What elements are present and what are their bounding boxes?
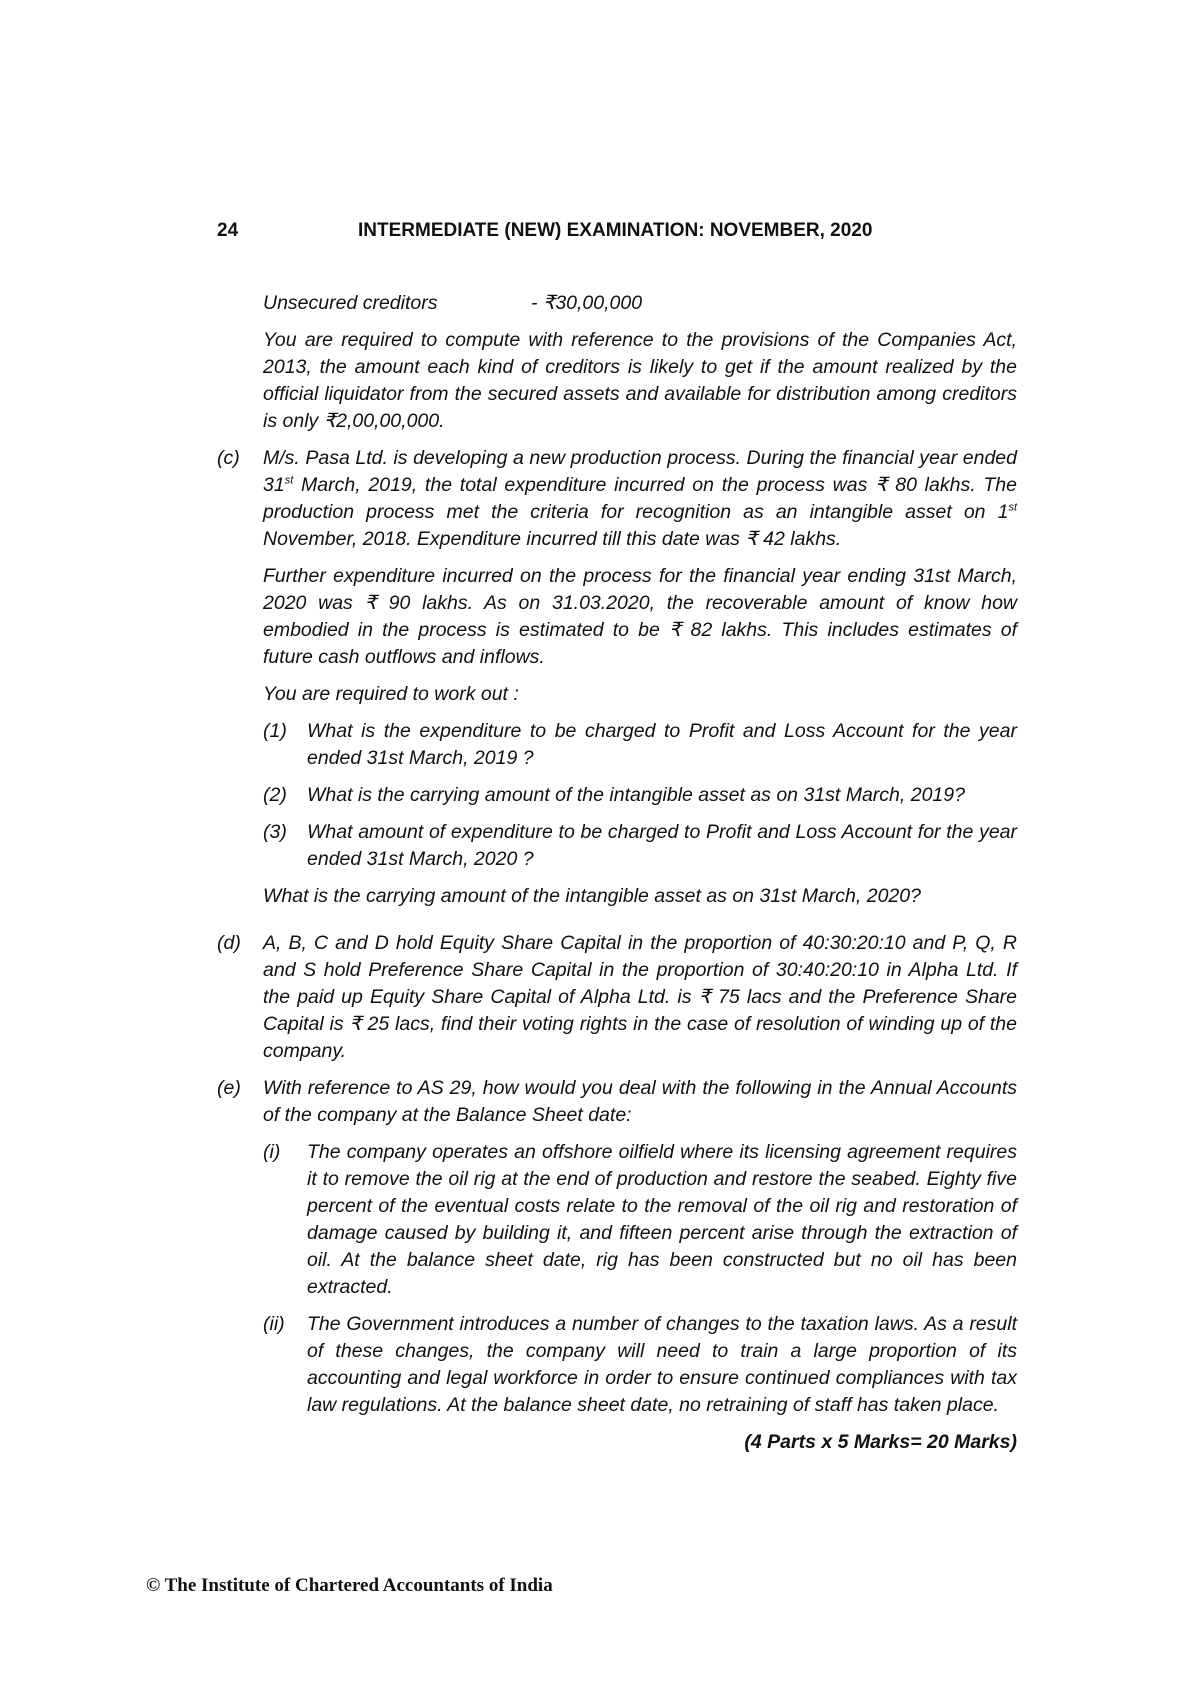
part-e-body xyxy=(263,1075,1017,1456)
part-c-label: (c) xyxy=(217,447,240,469)
part-d-text: A, B, C and D hold Equity Share Capital in the proportion of 40:30:20:10 and P, Q, R and S hold Preference Share Capital in the proportion of 30:40:20:10 in Alpha Ltd. If the paid up Equity Share Capital of Alpha Ltd. is ₹ 75 lacs and the Preference Share Capital is ₹ 25 lacs, find their voting rights in the case of resolution of winding up of the company. xyxy=(263,932,1017,1062)
creditor-label: Unsecured creditors xyxy=(263,292,438,314)
part-b-continuation xyxy=(217,290,1017,435)
list-item: (3) What amount of expenditure to be charged to Profit and Loss Account for the year ended 31st March, 2020 ? xyxy=(263,821,1017,870)
part-c-para4: What is the carrying amount of the intangible asset as on 31st March, 2020? xyxy=(263,885,921,907)
list-item: (i) The company operates an offshore oilfield where its licensing agreement requires it to remove the oil rig at the end of production and restore the seabed. Eighty five percent of the eventual costs relate to the removal of the oil rig and restoration of damage caused by building it, and fifteen percent arise through the extraction of oil. At the balance sheet date, rig has been constructed but no oil has been extracted. xyxy=(263,1141,1017,1298)
part-c-para2: Further expenditure incurred on the process for the financial year ending 31st March, 2020 was ₹ 90 lakhs. As on 31.03.2020, the recoverable amount of know how embodied in the process is estimated to be ₹ 82 lakhs. This includes estimates of future cash outflows and inflows. xyxy=(263,565,1017,668)
part-c-para1: M/s. Pasa Ltd. is developing a new production process. During the financial year ended 31st March, 2019, the total expenditure incurred on the process was ₹ 80 lakhs. The production process met the criteria for recognition as an intangible asset on 1st November, 2018. Expenditure incurred till this date was ₹ 42 lakhs. xyxy=(263,447,1017,550)
creditor-line xyxy=(263,290,1017,317)
part-e xyxy=(217,1075,1017,1456)
part-c-para3: You are required to work out : xyxy=(263,683,519,705)
creditor-value: - ₹30,00,000 xyxy=(531,292,643,314)
part-e-text: With reference to AS 29, how would you deal with the following in the Annual Accounts of the company at the Balance Sheet date: xyxy=(263,1077,1017,1126)
footer-copyright: © The Institute of Chartered Accountants of India xyxy=(146,1575,553,1596)
part-e-label: (e) xyxy=(217,1077,241,1099)
part-c xyxy=(217,445,1017,920)
part-d xyxy=(217,930,1017,1065)
part-d-label: (d) xyxy=(217,932,241,954)
page-number: 24 xyxy=(217,220,239,241)
page-header-title: INTERMEDIATE (NEW) EXAMINATION: NOVEMBER, 2020 xyxy=(358,220,873,241)
part-b-question: You are required to compute with reference to the provisions of the Companies Act, 2013, the amount each kind of creditors is likely to get if the amount realized by the official liquidator from the secured assets and available for distribution among creditors is only ₹2,00,00,000. xyxy=(263,329,1017,432)
part-c-body xyxy=(263,445,1017,920)
document-body xyxy=(217,290,1017,1466)
list-item: (1) What is the expenditure to be charged to Profit and Loss Account for the year ended 31st March, 2019 ? xyxy=(263,720,1017,769)
marks-summary: (4 Parts x 5 Marks= 20 Marks) xyxy=(744,1431,1017,1453)
list-item: (2) What is the carrying amount of the intangible asset as on 31st March, 2019? xyxy=(263,784,965,806)
list-item: (ii) The Government introduces a number of changes to the taxation laws. As a result of these changes, the company will need to train a large proportion of its accounting and legal workforce in order to ensure continued compliances with tax law regulations. At the balance sheet date, no retraining of staff has taken place. xyxy=(263,1313,1017,1416)
